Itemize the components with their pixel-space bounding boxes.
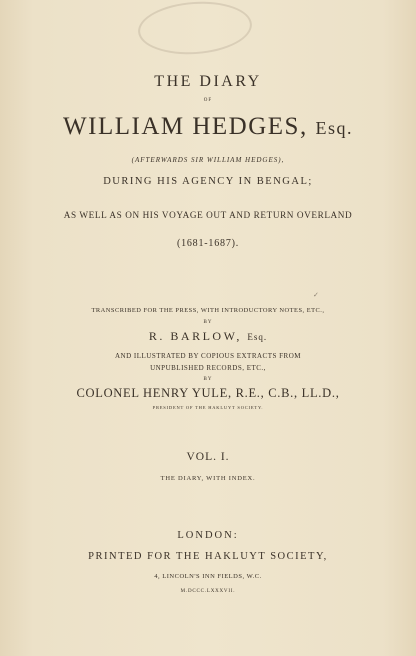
by-label-1: BY [203, 320, 213, 325]
author-later-title: (AFTERWARDS SIR WILLIAM HEDGES), [131, 156, 285, 164]
editor-1 [0, 329, 416, 344]
subtitle-agency: DURING HIS AGENCY IN BENGAL; [103, 176, 313, 187]
volume-number: VOL. I. [186, 451, 230, 463]
author-line [0, 113, 416, 141]
editor-1-name: R. BARLOW, [148, 329, 242, 343]
by-label-2: BY [203, 377, 213, 382]
pencil-mark: ✓ [313, 291, 319, 299]
publisher-line: PRINTED FOR THE HAKLUYT SOCIETY, [88, 551, 328, 562]
illustrated-note-line-1: AND ILLUSTRATED BY COPIOUS EXTRACTS FROM [114, 352, 301, 360]
author-name: WILLIAM HEDGES, [63, 113, 308, 140]
author-suffix: Esq. [315, 118, 353, 138]
editor-1-suffix: Esq. [247, 332, 268, 342]
volume-subtitle: THE DIARY, WITH INDEX. [160, 475, 256, 482]
library-stamp [136, 0, 253, 58]
publisher-address: 4, LINCOLN'S INN FIELDS, W.C. [154, 573, 262, 580]
transcribed-note: TRANSCRIBED FOR THE PRESS, WITH INTRODUCTORY NOTES, ETC., [91, 307, 325, 314]
editor-2-title: PRESIDENT OF THE HAKLUYT SOCIETY. [152, 405, 264, 410]
publication-date: M.DCCC.LXXXVII. [180, 589, 236, 594]
of-connector: OF [203, 98, 213, 103]
book-title: THE DIARY [154, 73, 262, 90]
publication-place: LONDON: [177, 530, 239, 541]
years-range: (1681-1687). [176, 238, 240, 249]
illustrated-note-line-2: UNPUBLISHED RECORDS, ETC., [150, 364, 266, 372]
subtitle-voyage: AS WELL AS ON HIS VOYAGE OUT AND RETURN OVERLAND [63, 210, 353, 220]
editor-2: COLONEL HENRY YULE, R.E., C.B., LL.D., [76, 386, 340, 400]
